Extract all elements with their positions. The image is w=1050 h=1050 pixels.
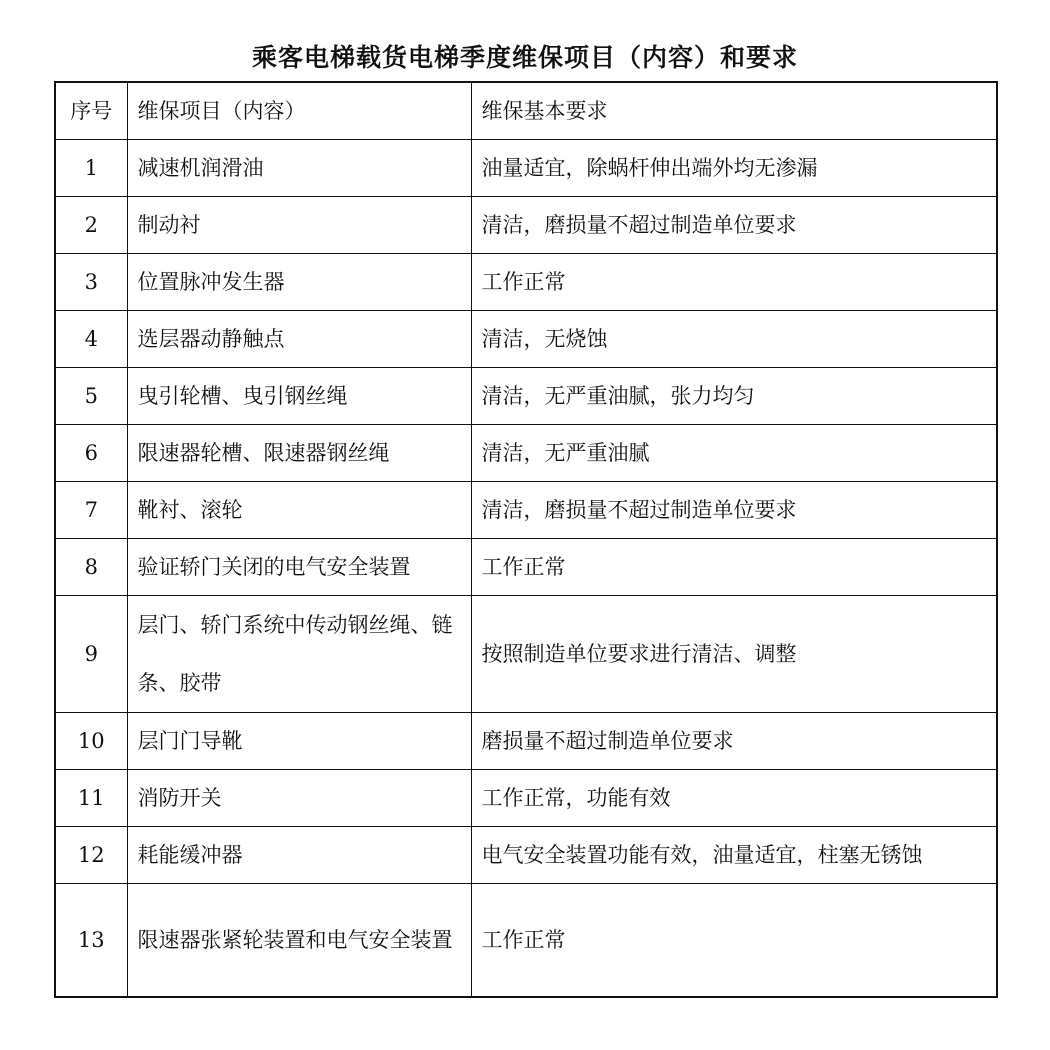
- table-row: [55, 197, 997, 254]
- table-row: [55, 140, 997, 197]
- row-item: 限速器轮槽、限速器钢丝绳: [127, 425, 471, 482]
- row-num: 2: [55, 197, 127, 254]
- header-num: 序号: [55, 82, 127, 140]
- table-row: [55, 713, 997, 770]
- document-title: 乘客电梯载货电梯季度维保项目（内容）和要求: [251, 43, 798, 72]
- header-requirement: 维保基本要求: [471, 82, 997, 140]
- row-num: 11: [55, 770, 127, 827]
- row-item: 限速器张紧轮装置和电气安全装置: [127, 884, 471, 998]
- row-num: 10: [55, 713, 127, 770]
- table-header-row: [55, 82, 997, 140]
- table-row: [55, 884, 997, 998]
- row-item: 消防开关: [127, 770, 471, 827]
- row-requirement: 工作正常: [471, 254, 997, 311]
- row-num: 1: [55, 140, 127, 197]
- row-item: 验证轿门关闭的电气安全装置: [127, 539, 471, 596]
- row-requirement: 清洁，无严重油腻: [471, 425, 997, 482]
- row-item: 选层器动静触点: [127, 311, 471, 368]
- row-item: 位置脉冲发生器: [127, 254, 471, 311]
- row-num: 9: [55, 596, 127, 713]
- row-item: 制动衬: [127, 197, 471, 254]
- row-item: 层门门导靴: [127, 713, 471, 770]
- row-requirement: 按照制造单位要求进行清洁、调整: [471, 596, 997, 713]
- maintenance-table: [54, 81, 998, 998]
- table-row: [55, 482, 997, 539]
- row-requirement: 工作正常: [471, 884, 997, 998]
- row-requirement: 工作正常: [471, 539, 997, 596]
- row-requirement: 清洁，无烧蚀: [471, 311, 997, 368]
- row-item: 耗能缓冲器: [127, 827, 471, 884]
- row-num: 13: [55, 884, 127, 998]
- table-row: [55, 368, 997, 425]
- row-num: 12: [55, 827, 127, 884]
- table-row: [55, 254, 997, 311]
- row-requirement: 清洁，磨损量不超过制造单位要求: [471, 197, 997, 254]
- table-row: [55, 539, 997, 596]
- row-item: 层门、轿门系统中传动钢丝绳、链条、胶带: [127, 596, 471, 713]
- row-requirement: 清洁，无严重油腻，张力均匀: [471, 368, 997, 425]
- row-num: 6: [55, 425, 127, 482]
- row-requirement: 磨损量不超过制造单位要求: [471, 713, 997, 770]
- row-item: 靴衬、滚轮: [127, 482, 471, 539]
- row-requirement: 清洁，磨损量不超过制造单位要求: [471, 482, 997, 539]
- table-row: [55, 311, 997, 368]
- header-item: 维保项目（内容）: [127, 82, 471, 140]
- table-row: [55, 425, 997, 482]
- row-num: 7: [55, 482, 127, 539]
- row-num: 3: [55, 254, 127, 311]
- table-row: [55, 596, 997, 713]
- row-num: 4: [55, 311, 127, 368]
- table-row: [55, 827, 997, 884]
- row-requirement: 油量适宜，除蜗杆伸出端外均无渗漏: [471, 140, 997, 197]
- row-item: 减速机润滑油: [127, 140, 471, 197]
- row-requirement: 工作正常，功能有效: [471, 770, 997, 827]
- table-row: [55, 770, 997, 827]
- row-num: 5: [55, 368, 127, 425]
- row-requirement: 电气安全装置功能有效，油量适宜，柱塞无锈蚀: [471, 827, 997, 884]
- row-num: 8: [55, 539, 127, 596]
- row-item: 曳引轮槽、曳引钢丝绳: [127, 368, 471, 425]
